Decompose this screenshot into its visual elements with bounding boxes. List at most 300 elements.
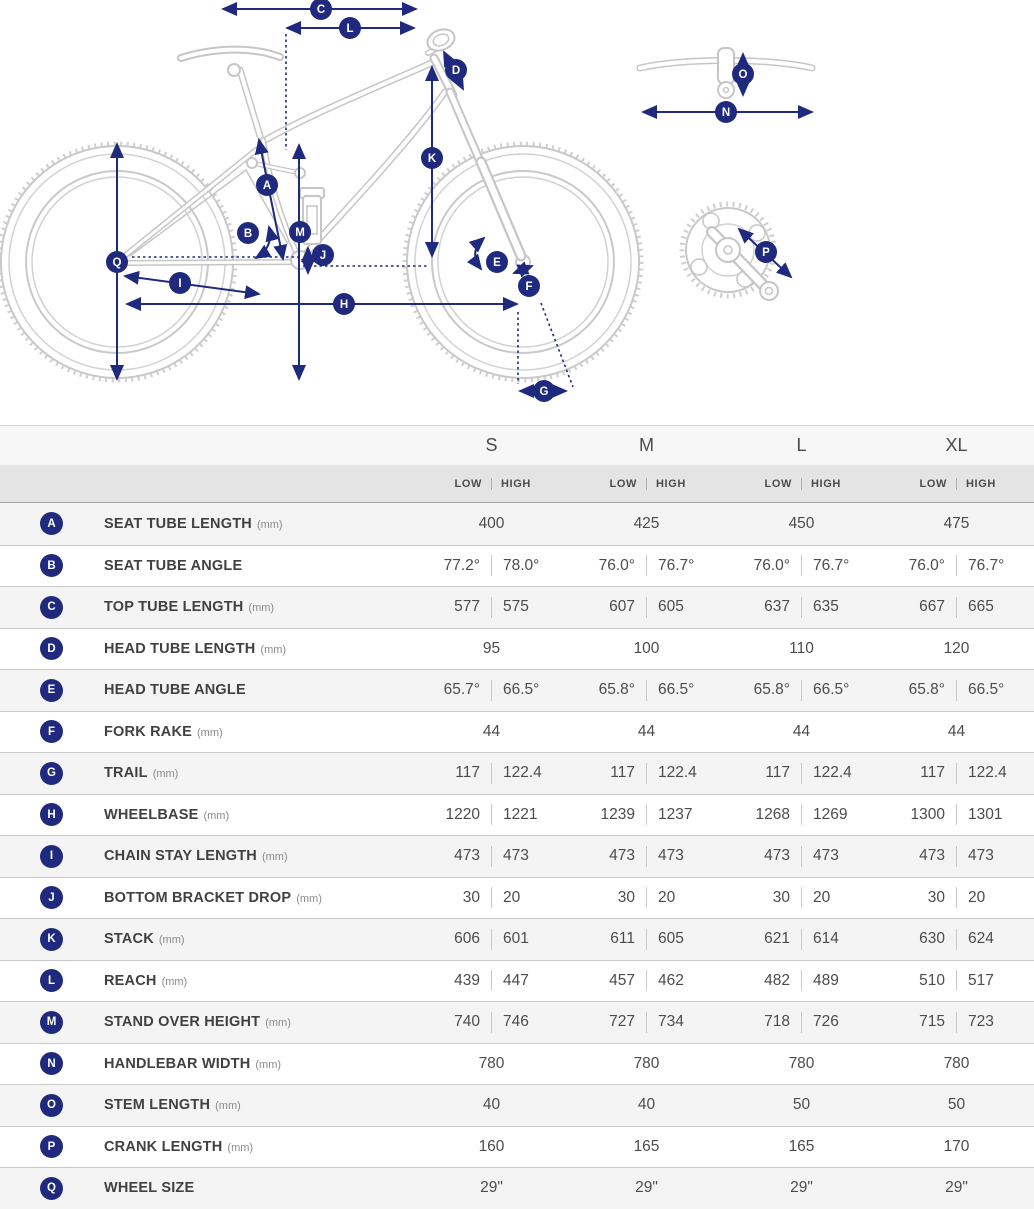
row-letter-badge: H	[40, 803, 63, 826]
high-value: 473	[658, 847, 684, 865]
row-unit: (mm)	[265, 1017, 291, 1030]
table-row-d	[0, 628, 1034, 670]
value-cell-xl	[879, 1138, 1034, 1156]
table-row-b	[0, 545, 1034, 587]
row-label-cell	[0, 1094, 414, 1117]
table-row-j	[0, 877, 1034, 919]
low-value: 611	[610, 930, 635, 948]
value-cell-s	[414, 846, 569, 867]
low-value: 30	[462, 888, 480, 906]
value-cell-xl	[879, 804, 1034, 825]
low-value: 76.0°	[753, 556, 790, 574]
row-label: HEAD TUBE ANGLE	[104, 682, 246, 699]
row-label-cell	[0, 762, 414, 785]
low-value: 473	[454, 847, 480, 865]
row-label-cell	[0, 679, 414, 702]
geometry-rows	[0, 503, 1034, 1209]
single-value: 50	[792, 1096, 811, 1114]
high-value: 473	[813, 847, 839, 865]
low-value: 667	[919, 598, 945, 616]
diagram-label-J	[312, 244, 334, 266]
value-cell-s	[414, 640, 569, 658]
diagram-label-M	[289, 221, 311, 243]
row-unit: (mm)	[255, 1058, 282, 1071]
value-cell-s	[414, 515, 569, 533]
row-letter-badge: F	[40, 720, 63, 743]
value-cell-m	[569, 1055, 724, 1073]
svg-text:B: B	[243, 228, 253, 240]
row-unit: (mm)	[152, 768, 179, 781]
row-unit: (mm)	[203, 809, 230, 822]
table-row-n	[0, 1043, 1034, 1085]
low-value: 577	[454, 598, 480, 616]
single-value: 780	[943, 1054, 970, 1072]
single-value: 120	[943, 639, 970, 657]
low-value: 117	[920, 764, 945, 782]
value-cell-xl	[879, 1055, 1034, 1073]
row-label-cell	[0, 720, 414, 743]
value-cell-s	[414, 970, 569, 991]
single-value: 780	[478, 1054, 505, 1072]
size-column-header-m: M	[639, 435, 654, 455]
low-value: 473	[609, 847, 635, 865]
row-label-cell	[0, 886, 414, 909]
high-value: 517	[968, 971, 994, 989]
row-label: STEM LENGTH	[104, 1097, 211, 1114]
diagram-label-D	[445, 59, 467, 81]
value-cell-m	[569, 887, 724, 908]
high-value: 66.5°	[503, 681, 540, 699]
size-column-header-xl: XL	[945, 435, 968, 455]
low-value: 117	[610, 764, 635, 782]
high-value: 635	[813, 598, 839, 616]
size-header-row	[0, 425, 1034, 465]
value-cell-xl	[879, 680, 1034, 701]
svg-text:F: F	[525, 281, 533, 293]
high-value: 122.4	[813, 764, 852, 782]
high-value: 473	[968, 847, 994, 865]
single-value: 44	[947, 722, 966, 740]
svg-text:L: L	[346, 23, 354, 35]
single-value: 44	[792, 722, 811, 740]
single-value: 29"	[480, 1179, 503, 1197]
value-cell-l	[724, 970, 879, 991]
value-cell-m	[569, 1138, 724, 1156]
single-value: 450	[788, 514, 815, 532]
row-unit: (mm)	[197, 726, 223, 739]
high-value: 20	[503, 888, 521, 906]
value-cell-xl	[879, 640, 1034, 658]
table-row-i	[0, 835, 1034, 877]
value-cell-s	[414, 723, 569, 741]
value-cell-xl	[879, 1012, 1034, 1033]
low-value: 30	[772, 888, 790, 906]
row-label: HANDLEBAR WIDTH	[104, 1055, 251, 1072]
single-value: 400	[478, 514, 505, 532]
table-row-k	[0, 918, 1034, 960]
row-letter-badge: L	[40, 969, 63, 992]
value-cell-xl	[879, 1179, 1034, 1197]
value-cell-xl	[879, 723, 1034, 741]
row-letter-badge: K	[40, 928, 63, 951]
row-label: HEAD TUBE LENGTH	[104, 640, 256, 657]
row-label-cell	[0, 845, 414, 868]
value-cell-l	[724, 887, 879, 908]
single-value: 44	[637, 722, 656, 740]
value-cell-m	[569, 723, 724, 741]
row-unit: (mm)	[248, 602, 275, 615]
row-unit: (mm)	[256, 518, 283, 531]
low-value: 621	[764, 930, 790, 948]
value-cell-xl	[879, 846, 1034, 867]
high-value: 122.4	[968, 764, 1007, 782]
table-row-e	[0, 669, 1034, 711]
row-letter-badge: I	[40, 845, 63, 868]
low-value: 30	[927, 888, 945, 906]
value-cell-xl	[879, 970, 1034, 991]
value-cell-l	[724, 1096, 879, 1114]
diagram-label-E	[486, 251, 508, 273]
row-label: BOTTOM BRACKET DROP	[104, 889, 292, 906]
diagram-label-Q	[106, 251, 128, 273]
single-value: 475	[943, 514, 970, 532]
low-value: 65.8°	[598, 681, 635, 699]
svg-text:A: A	[262, 180, 272, 192]
low-value: 65.8°	[908, 681, 945, 699]
value-cell-xl	[879, 763, 1034, 784]
row-label: STAND OVER HEIGHT	[104, 1014, 261, 1031]
row-letter-badge: D	[40, 637, 63, 660]
low-label: LOW	[609, 477, 637, 490]
bike-geometry-diagram	[0, 0, 1034, 425]
high-label: HIGH	[656, 477, 686, 490]
diagram-label-F	[518, 275, 540, 297]
value-cell-s	[414, 1138, 569, 1156]
low-value: 30	[617, 888, 635, 906]
row-label: FORK RAKE	[104, 723, 192, 740]
high-value: 20	[968, 888, 986, 906]
high-value: 734	[658, 1013, 684, 1031]
row-letter-badge: P	[40, 1135, 63, 1158]
row-label: SEAT TUBE LENGTH	[104, 515, 252, 532]
row-label-cell	[0, 512, 414, 535]
high-label: HIGH	[811, 477, 841, 490]
svg-text:M: M	[295, 227, 305, 239]
high-value: 76.7°	[813, 556, 850, 574]
low-value: 1239	[600, 805, 635, 823]
high-value: 66.5°	[968, 681, 1005, 699]
low-value: 637	[764, 598, 790, 616]
value-cell-s	[414, 887, 569, 908]
high-label: HIGH	[966, 477, 996, 490]
high-value: 614	[813, 930, 839, 948]
value-cell-l	[724, 1055, 879, 1073]
row-label: CHAIN STAY LENGTH	[104, 848, 257, 865]
low-value: 727	[609, 1013, 635, 1031]
value-cell-l	[724, 1012, 879, 1033]
value-cell-s	[414, 929, 569, 950]
low-value: 457	[609, 971, 635, 989]
row-unit: (mm)	[260, 643, 287, 656]
svg-text:O: O	[738, 69, 748, 81]
svg-text:G: G	[539, 386, 549, 398]
row-letter-badge: E	[40, 679, 63, 702]
row-label-cell	[0, 637, 414, 660]
table-row-q	[0, 1167, 1034, 1209]
high-value: 601	[503, 930, 529, 948]
table-row-p	[0, 1126, 1034, 1168]
value-cell-xl	[879, 1096, 1034, 1114]
diagram-label-L	[339, 17, 361, 39]
low-value: 606	[454, 930, 480, 948]
row-label-cell	[0, 1177, 414, 1200]
diagram-label-O	[732, 63, 754, 85]
low-value: 630	[919, 930, 945, 948]
single-value: 95	[482, 639, 501, 657]
low-value: 439	[454, 971, 480, 989]
low-value: 117	[455, 764, 480, 782]
row-label: SEAT TUBE ANGLE	[104, 557, 243, 574]
row-label-cell	[0, 1052, 414, 1075]
value-cell-xl	[879, 887, 1034, 908]
single-value: 425	[633, 514, 660, 532]
high-value: 473	[503, 847, 529, 865]
row-letter-badge: M	[40, 1011, 63, 1034]
row-unit: (mm)	[296, 892, 322, 905]
low-value: 77.2°	[443, 556, 480, 574]
row-label-cell	[0, 1135, 414, 1158]
low-label: LOW	[454, 477, 482, 490]
diagram-label-P	[755, 241, 777, 263]
geometry-table	[0, 425, 1034, 1209]
row-letter-badge: O	[40, 1094, 63, 1117]
value-cell-xl	[879, 597, 1034, 618]
high-value: 78.0°	[503, 556, 540, 574]
high-value: 489	[813, 971, 839, 989]
low-value: 740	[454, 1013, 480, 1031]
row-unit: (mm)	[158, 934, 185, 947]
row-unit: (mm)	[161, 975, 188, 988]
size-column-header-l: L	[796, 435, 807, 455]
high-value: 575	[503, 598, 529, 616]
table-row-g	[0, 752, 1034, 794]
low-value: 65.7°	[443, 681, 480, 699]
high-value: 624	[968, 930, 994, 948]
row-label: WHEELBASE	[104, 806, 199, 823]
value-cell-m	[569, 1096, 724, 1114]
low-high-header-s	[414, 478, 569, 490]
high-value: 1221	[503, 805, 538, 823]
svg-text:H: H	[339, 299, 349, 311]
diagram-label-N	[715, 101, 737, 123]
low-value: 1220	[445, 805, 480, 823]
value-cell-m	[569, 763, 724, 784]
high-value: 447	[503, 971, 529, 989]
svg-text:C: C	[316, 4, 326, 16]
high-value: 20	[813, 888, 831, 906]
high-value: 605	[658, 930, 684, 948]
single-value: 170	[943, 1137, 970, 1155]
diagram-label-K	[421, 147, 443, 169]
value-cell-l	[724, 846, 879, 867]
high-value: 1301	[968, 805, 1003, 823]
high-value: 76.7°	[968, 556, 1005, 574]
high-value: 1237	[658, 805, 693, 823]
value-cell-xl	[879, 929, 1034, 950]
value-cell-s	[414, 804, 569, 825]
value-cell-s	[414, 680, 569, 701]
front-wheel-illustration	[405, 144, 641, 380]
svg-text:J: J	[319, 250, 327, 262]
table-row-h	[0, 794, 1034, 836]
high-value: 66.5°	[658, 681, 695, 699]
value-cell-s	[414, 597, 569, 618]
high-value: 605	[658, 598, 684, 616]
value-cell-l	[724, 1179, 879, 1197]
high-label: HIGH	[501, 477, 531, 490]
value-cell-l	[724, 555, 879, 576]
single-value: 780	[788, 1054, 815, 1072]
single-value: 165	[633, 1137, 660, 1155]
row-letter-badge: Q	[40, 1177, 63, 1200]
table-row-c	[0, 586, 1034, 628]
low-high-header-l	[724, 478, 879, 490]
table-row-a	[0, 503, 1034, 545]
value-cell-m	[569, 846, 724, 867]
svg-text:E: E	[493, 257, 501, 269]
value-cell-s	[414, 1012, 569, 1033]
low-value: 1300	[910, 805, 945, 823]
value-cell-m	[569, 1012, 724, 1033]
high-value: 1269	[813, 805, 848, 823]
high-value: 66.5°	[813, 681, 850, 699]
row-label-cell	[0, 596, 414, 619]
high-value: 462	[658, 971, 684, 989]
row-label: TOP TUBE LENGTH	[104, 599, 244, 616]
single-value: 40	[637, 1096, 656, 1114]
value-cell-l	[724, 1138, 879, 1156]
value-cell-m	[569, 640, 724, 658]
diagram-label-H	[333, 293, 355, 315]
value-cell-m	[569, 1179, 724, 1197]
value-cell-xl	[879, 515, 1034, 533]
value-cell-s	[414, 1179, 569, 1197]
diagram-label-C	[310, 0, 332, 20]
row-unit: (mm)	[227, 1141, 254, 1154]
table-row-l	[0, 960, 1034, 1002]
value-cell-l	[724, 929, 879, 950]
value-cell-m	[569, 515, 724, 533]
low-value: 76.0°	[598, 556, 635, 574]
value-cell-m	[569, 680, 724, 701]
high-value: 746	[503, 1013, 529, 1031]
value-cell-s	[414, 1096, 569, 1114]
low-label: LOW	[919, 477, 947, 490]
diagram-label-I	[169, 272, 191, 294]
size-column-header-s: S	[485, 435, 498, 455]
low-high-header-m	[569, 478, 724, 490]
diagram-label-G	[533, 380, 555, 402]
row-label-cell	[0, 928, 414, 951]
row-label: WHEEL SIZE	[104, 1180, 195, 1197]
row-label: TRAIL	[104, 765, 148, 782]
row-unit: (mm)	[261, 851, 288, 864]
value-cell-l	[724, 763, 879, 784]
row-letter-badge: N	[40, 1052, 63, 1075]
row-label: REACH	[104, 972, 157, 989]
high-value: 665	[968, 598, 994, 616]
low-high-header-row	[0, 465, 1034, 503]
low-label: LOW	[764, 477, 792, 490]
svg-text:P: P	[762, 247, 770, 259]
low-value: 482	[764, 971, 790, 989]
svg-text:I: I	[178, 278, 182, 290]
value-cell-m	[569, 597, 724, 618]
single-value: 50	[947, 1096, 966, 1114]
low-value: 718	[764, 1013, 790, 1031]
value-cell-l	[724, 804, 879, 825]
single-value: 29"	[635, 1179, 658, 1197]
row-label-cell	[0, 969, 414, 992]
value-cell-l	[724, 640, 879, 658]
row-label-cell	[0, 554, 414, 577]
single-value: 100	[633, 639, 660, 657]
row-letter-badge: J	[40, 886, 63, 909]
low-value: 473	[764, 847, 790, 865]
row-letter-badge: A	[40, 512, 63, 535]
single-value: 44	[482, 722, 501, 740]
low-value: 607	[609, 598, 635, 616]
row-letter-badge: B	[40, 554, 63, 577]
value-cell-l	[724, 597, 879, 618]
svg-text:K: K	[427, 153, 437, 165]
low-value: 65.8°	[753, 681, 790, 699]
value-cell-m	[569, 555, 724, 576]
value-cell-l	[724, 680, 879, 701]
value-cell-l	[724, 515, 879, 533]
value-cell-s	[414, 1055, 569, 1073]
low-value: 510	[919, 971, 945, 989]
single-value: 160	[478, 1137, 505, 1155]
handlebar-illustration	[640, 48, 812, 98]
single-value: 29"	[790, 1179, 813, 1197]
row-unit: (mm)	[215, 1100, 241, 1113]
low-value: 715	[919, 1013, 945, 1031]
row-label-cell	[0, 1011, 414, 1034]
high-value: 20	[658, 888, 676, 906]
row-label: CRANK LENGTH	[104, 1138, 223, 1155]
single-value: 40	[482, 1096, 501, 1114]
diagram-label-A	[256, 174, 278, 196]
table-row-f	[0, 711, 1034, 753]
low-high-header-xl	[879, 478, 1034, 490]
row-label: STACK	[104, 931, 154, 948]
svg-text:Q: Q	[112, 257, 122, 269]
low-value: 117	[765, 764, 790, 782]
diagram-label-B	[237, 222, 259, 244]
row-letter-badge: G	[40, 762, 63, 785]
svg-text:D: D	[451, 65, 461, 77]
table-row-m	[0, 1001, 1034, 1043]
table-row-o	[0, 1084, 1034, 1126]
low-value: 1268	[755, 805, 790, 823]
low-value: 76.0°	[908, 556, 945, 574]
value-cell-m	[569, 804, 724, 825]
high-value: 76.7°	[658, 556, 695, 574]
high-value: 122.4	[658, 764, 697, 782]
value-cell-l	[724, 723, 879, 741]
value-cell-m	[569, 929, 724, 950]
